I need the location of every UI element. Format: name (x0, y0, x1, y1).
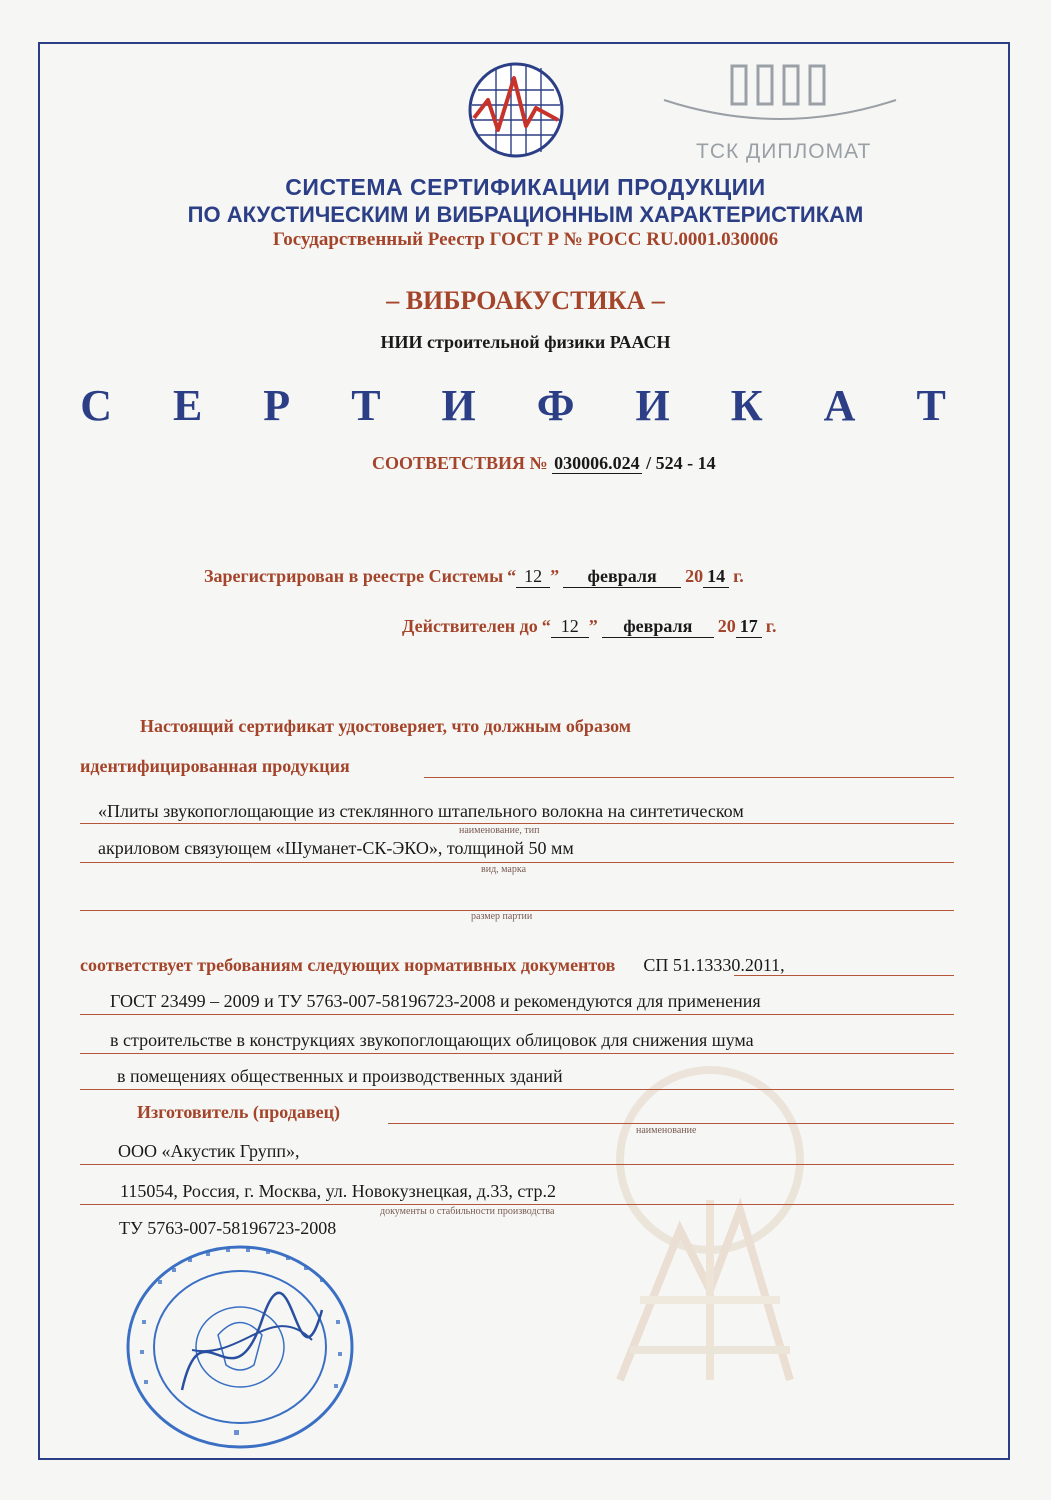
registered-day: 12 (516, 566, 550, 588)
compliance-label: соответствует требованиям следующих нормативных документов (80, 955, 616, 975)
product-name-line2: акриловом связующем «Шуманет-СК-ЭКО», толщиной 50 мм (98, 838, 574, 858)
quote-open: “ (507, 566, 517, 586)
tsk-diplomat-logo (660, 60, 900, 140)
rule-comp1 (734, 975, 954, 976)
quote-open-2: “ (541, 616, 551, 636)
conformity-label: СООТВЕТСТВИЯ № (372, 453, 548, 473)
system-title-line1: СИСТЕМА СЕРТИФИКАЦИИ ПРОДУКЦИИ (285, 174, 766, 200)
registered-year: 14 (703, 566, 729, 588)
registered-label: Зарегистрирован в реестре Системы (204, 566, 504, 586)
certification-emblem (466, 60, 566, 160)
program-name: – ВИБРОАКУСТИКА – (386, 286, 665, 315)
rule-manuf (388, 1123, 954, 1124)
caption-name-type: наименование, тип (459, 825, 540, 836)
rule-product (424, 777, 954, 778)
system-title-line2: ПО АКУСТИЧЕСКИМ И ВИБРАЦИОННЫМ ХАРАКТЕРИСТИКАМ (187, 202, 864, 227)
caption-manufacturer-name: наименование (636, 1125, 697, 1136)
product-name-line1: «Плиты звукопоглощающие из стеклянного штапельного волокна на синтетическом (98, 801, 744, 821)
valid-year: 17 (736, 616, 762, 638)
institute-name: НИИ строительной физики РААСН (380, 332, 671, 352)
registered-date-line (204, 566, 744, 588)
valid-year-prefix: 20 (717, 616, 736, 636)
caption-batch-size: размер партии (471, 911, 533, 922)
rule-name2 (80, 862, 954, 863)
valid-month: февраля (602, 616, 714, 638)
rule-comp2 (80, 1014, 954, 1015)
certificate-title: С Е Р Т И Ф И К А Т (80, 381, 971, 430)
certificate-number-suffix: / 524 - 14 (646, 453, 716, 473)
valid-label: Действителен до (402, 616, 538, 636)
rule-comp3 (80, 1053, 954, 1054)
rule-comp4 (80, 1089, 954, 1090)
manufacturer-tu: ТУ 5763-007-58196723-2008 (119, 1218, 337, 1238)
official-stamp (122, 1240, 372, 1455)
compliance-line3: в строительстве в конструкциях звукопоглощающих облицовок для снижения шума (110, 1030, 754, 1050)
valid-year-suffix: г. (765, 616, 777, 636)
manufacturer-address: 115054, Россия, г. Москва, ул. Новокузнецкая, д.33, стр.2 (120, 1181, 556, 1201)
registered-year-suffix: г. (733, 566, 744, 586)
manufacturer-label: Изготовитель (продавец) (137, 1102, 340, 1122)
valid-until-line (402, 616, 776, 638)
quote-close: ” (550, 566, 560, 586)
state-registry: Государственный Реестр ГОСТ Р № РОСС RU.0001.030006 (272, 229, 779, 250)
certificate-number: 030006.024 (554, 453, 640, 473)
compliance-doc1: СП 51.13330.2011, (643, 955, 785, 975)
valid-day: 12 (551, 616, 589, 638)
certificate-number-line (372, 453, 716, 474)
quote-close-2: ” (588, 616, 598, 636)
tsk-diplomat-text: ТСК ДИПЛОМАТ (696, 140, 872, 163)
caption-kind-mark: вид, марка (481, 864, 527, 875)
rule-name1 (80, 823, 954, 824)
registered-year-prefix: 20 (685, 566, 704, 586)
registered-month: февраля (563, 566, 681, 588)
rule-manuf2 (80, 1164, 954, 1165)
rule-manuf3 (80, 1204, 954, 1205)
intro-line2: идентифицированная продукция (80, 756, 350, 776)
compliance-line1 (80, 955, 785, 976)
intro-line1: Настоящий сертификат удостоверяет, что должным образом (140, 716, 631, 736)
caption-stability-docs: документы о стабильности производства (380, 1206, 555, 1217)
manufacturer-name: ООО «Акустик Групп», (118, 1141, 300, 1161)
compliance-line4: в помещениях общественных и производственных зданий (117, 1066, 563, 1086)
compliance-line2: ГОСТ 23499 – 2009 и ТУ 5763-007-58196723-2008 и рекомендуются для применения (110, 991, 761, 1011)
